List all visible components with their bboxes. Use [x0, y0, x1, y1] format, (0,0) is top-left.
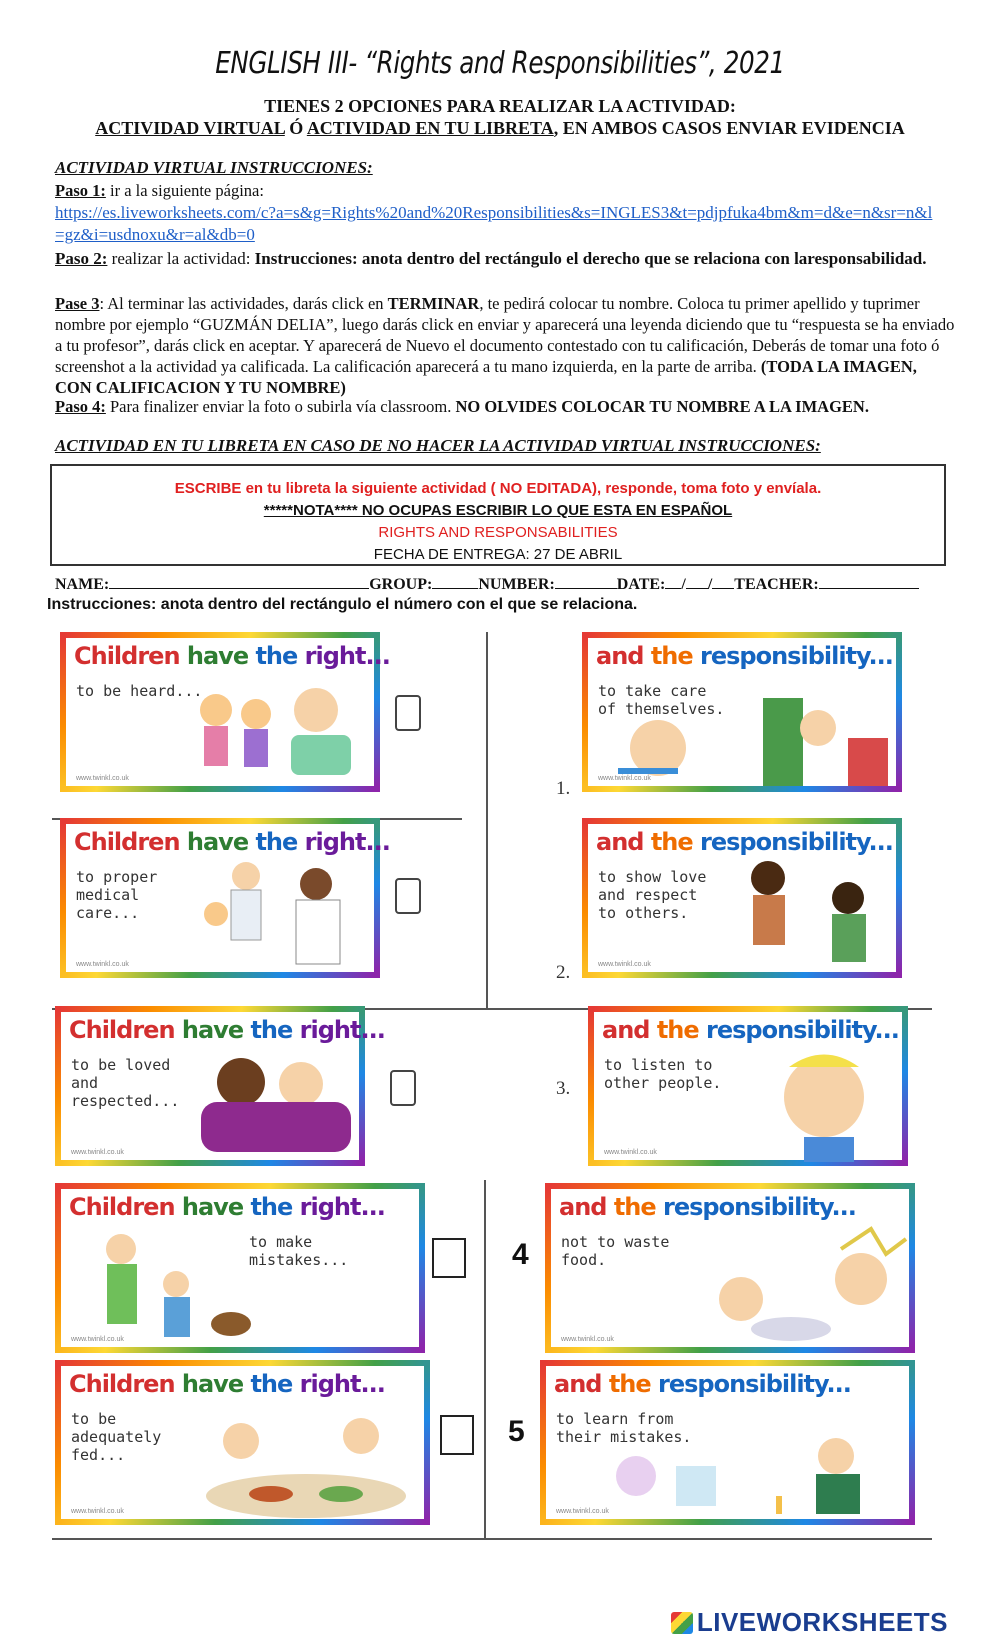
number-label: NUMBER:: [478, 576, 555, 593]
date-day-field[interactable]: [665, 574, 681, 589]
right-card-fed: [55, 1360, 430, 1525]
option-virtual: ACTIVIDAD VIRTUAL: [95, 118, 285, 138]
teacher-field[interactable]: [819, 574, 919, 589]
children-walking-icon: [728, 854, 898, 974]
child-listening-icon: [744, 1042, 904, 1162]
resp-card-head: and the responsibility...: [554, 1370, 851, 1398]
resp-number-5: 5: [508, 1415, 525, 1448]
family-hug-icon: [181, 1042, 361, 1162]
resp-card-text: to listen to other people.: [604, 1056, 722, 1092]
resp-card-care: [582, 632, 902, 792]
resp-card-text: to show love and respect to others.: [598, 868, 707, 922]
box-line-4: FECHA DE ENTREGA: 27 DE ABRIL: [373, 546, 623, 563]
resp-number-2: 2.: [556, 962, 571, 983]
right-card-mistakes: [55, 1183, 425, 1353]
right-card-text: to make mistakes...: [249, 1233, 349, 1269]
card-footer: www.twinkl.co.uk: [71, 1508, 124, 1515]
card-footer: www.twinkl.co.uk: [598, 775, 651, 782]
paso-2-label: Paso 2:: [55, 249, 108, 268]
box-line-3: RIGHTS AND RESPONSABILITIES: [378, 524, 618, 541]
food-splash-icon: [671, 1229, 911, 1349]
resp-card-text: to learn from their mistakes.: [556, 1410, 692, 1446]
group-label: GROUP:: [369, 576, 433, 593]
date-year-field[interactable]: [712, 574, 734, 589]
paso-4-label: Paso 4:: [55, 397, 106, 416]
doctor-icon: [176, 854, 376, 974]
father-child-icon: [71, 1229, 271, 1349]
right-card-heard: [60, 632, 390, 792]
date-month-field[interactable]: [686, 574, 708, 589]
right-card-text: to be loved and respected...: [71, 1056, 180, 1110]
number-field[interactable]: [555, 574, 617, 589]
resp-card-head: and the responsibility...: [559, 1193, 856, 1221]
options-heading: TIENES 2 OPCIONES PARA REALIZAR LA ACTIVIDAD:: [264, 96, 736, 116]
right-card-text: to be adequately fed...: [71, 1410, 162, 1464]
right-card-text: to proper medical care...: [76, 868, 158, 922]
card-footer: www.twinkl.co.uk: [556, 1508, 609, 1515]
liveworksheets-logo: [671, 1607, 948, 1638]
resp-card-text: not to waste food.: [561, 1233, 670, 1269]
card-footer: www.twinkl.co.uk: [604, 1149, 657, 1156]
logo-text: LIVEWORKSHEETS: [696, 1607, 948, 1637]
paso-3-label: Pase 3: [55, 294, 100, 313]
answer-box-5[interactable]: [440, 1415, 474, 1455]
name-field[interactable]: [109, 574, 369, 589]
matching-instructions: Instrucciones: anota dentro del rectángulo el número con el que se relaciona.: [47, 596, 638, 613]
paso-1-text: ir a la siguiente página:: [105, 181, 264, 200]
activity-link[interactable]: https://es.liveworksheets.com/c?a=s&g=Rights%20and%20Responsibilities&s=INGLES3&t=pdjpfuka4bm&m=d&e=n&sr=n&l=gz&i=usdnoxu&r=al&db=0: [55, 203, 933, 244]
date-label: DATE:: [616, 576, 666, 593]
resp-card-learn: [540, 1360, 915, 1525]
grid-hline-3: [52, 1538, 932, 1540]
answer-box-4[interactable]: [432, 1238, 466, 1278]
student-form-line: [55, 574, 919, 594]
card-footer: www.twinkl.co.uk: [76, 775, 129, 782]
card-footer: www.twinkl.co.uk: [561, 1336, 614, 1343]
children-talking-icon: [176, 680, 376, 790]
option-evidence: , EN AMBOS CASOS ENVIAR EVIDENCIA: [553, 118, 905, 138]
answer-box-3[interactable]: [390, 1070, 416, 1106]
paso-2-text: realizar la actividad:: [107, 249, 255, 268]
resp-card-food: [545, 1183, 915, 1353]
liveworksheets-logo-icon: [671, 1612, 693, 1634]
resp-card-listen: [588, 1006, 908, 1166]
box-line-1: ESCRIBE en tu libreta la siguiente actividad ( NO EDITADA), responde, toma foto y envíala.: [174, 480, 822, 497]
paso-4: [55, 396, 955, 417]
paso-2: [55, 248, 955, 269]
libreta-heading: ACTIVIDAD EN TU LIBRETA EN CASO DE NO HACER LA ACTIVIDAD VIRTUAL INSTRUCCIONES:: [55, 436, 821, 455]
right-card-head: Children have the right...: [69, 1016, 385, 1044]
resp-card-head: and the responsibility...: [596, 642, 893, 670]
paso-3: [55, 293, 955, 398]
resp-card-text: to take care of themselves.: [598, 682, 725, 718]
resp-card-head: and the responsibility...: [602, 1016, 899, 1044]
paso-3-bold-terminar: TERMINAR: [387, 294, 480, 313]
teacher-label: TEACHER:: [734, 576, 819, 593]
card-footer: www.twinkl.co.uk: [76, 961, 129, 968]
answer-box-2[interactable]: [395, 878, 421, 914]
science-lab-icon: [576, 1426, 896, 1521]
right-card-head: Children have the right...: [69, 1370, 385, 1398]
paso-1: [55, 180, 955, 201]
resp-card-love: [582, 818, 902, 978]
paso-2-bold: Instrucciones: anota dentro del rectángulo el derecho que se relaciona con laresponsabilidad.: [254, 249, 927, 268]
answer-box-1[interactable]: [395, 695, 421, 731]
libreta-instructions-box: [50, 464, 946, 566]
paso-4-text: Para finalizer enviar la foto o subirla vía classroom.: [105, 397, 456, 416]
right-card-medical: [60, 818, 390, 978]
card-footer: www.twinkl.co.uk: [598, 961, 651, 968]
right-card-head: Children have the right...: [69, 1193, 385, 1221]
grid-vline-bottom: [484, 1180, 486, 1540]
group-field[interactable]: [432, 574, 478, 589]
right-card-head: Children have the right...: [74, 642, 390, 670]
name-label: NAME:: [55, 576, 110, 593]
family-dinner-icon: [191, 1406, 421, 1526]
option-libreta: ACTIVIDAD EN TU LIBRETA: [306, 118, 554, 138]
grid-vline-top: [486, 632, 488, 1008]
paso-4-bold: NO OLVIDES COLOCAR TU NOMBRE A LA IMAGEN.: [455, 397, 869, 416]
resp-number-4: 4: [512, 1238, 529, 1271]
date-slash-1: /: [681, 576, 686, 593]
right-card-head: Children have the right...: [74, 828, 390, 856]
virtual-heading: ACTIVIDAD VIRTUAL INSTRUCCIONES:: [55, 158, 373, 177]
document-title: ENGLISH III- “Rights and Responsibilities”, 2021: [215, 46, 785, 81]
resp-card-head: and the responsibility...: [596, 828, 893, 856]
paso-3-text-b: , te pedirá colocar tu nombre. Coloca tu primer apellido y tuprimer nombre por ejemplo “GUZMÁN DELIA”, luego darás click en enviar y aparecerá una leyenda diciendo que tu “respuesta se ha enviado a tu profesor”, darás click en aceptar. Y aparecerá de Nuevo el documento contestado con tu calificación, Deberás de tomar una foto ó screenshot a la actividad ya calificada. La calificación aparecerá a tu mano izquierda, en la parte de arriba.: [55, 294, 955, 376]
card-footer: www.twinkl.co.uk: [71, 1336, 124, 1343]
paso-3-text-a: : Al terminar las actividades, darás click en: [99, 294, 388, 313]
card-footer: www.twinkl.co.uk: [71, 1149, 124, 1156]
resp-number-1: 1.: [556, 778, 571, 799]
box-line-2: *****NOTA**** NO OCUPAS ESCRIBIR LO QUE ESTA EN ESPAÑOL: [263, 502, 733, 519]
options-line: [0, 118, 1000, 139]
resp-number-3: 3.: [556, 1078, 571, 1099]
date-slash-2: /: [707, 576, 713, 593]
right-card-text: to be heard...: [76, 682, 203, 700]
paso-1-label: Paso 1:: [55, 181, 106, 200]
paso-3-bold-note: (TODA LA IMAGEN, CON CALIFICACION Y TU NOMBRE): [55, 357, 917, 397]
right-card-loved: [55, 1006, 385, 1166]
option-or: Ó: [284, 118, 307, 138]
